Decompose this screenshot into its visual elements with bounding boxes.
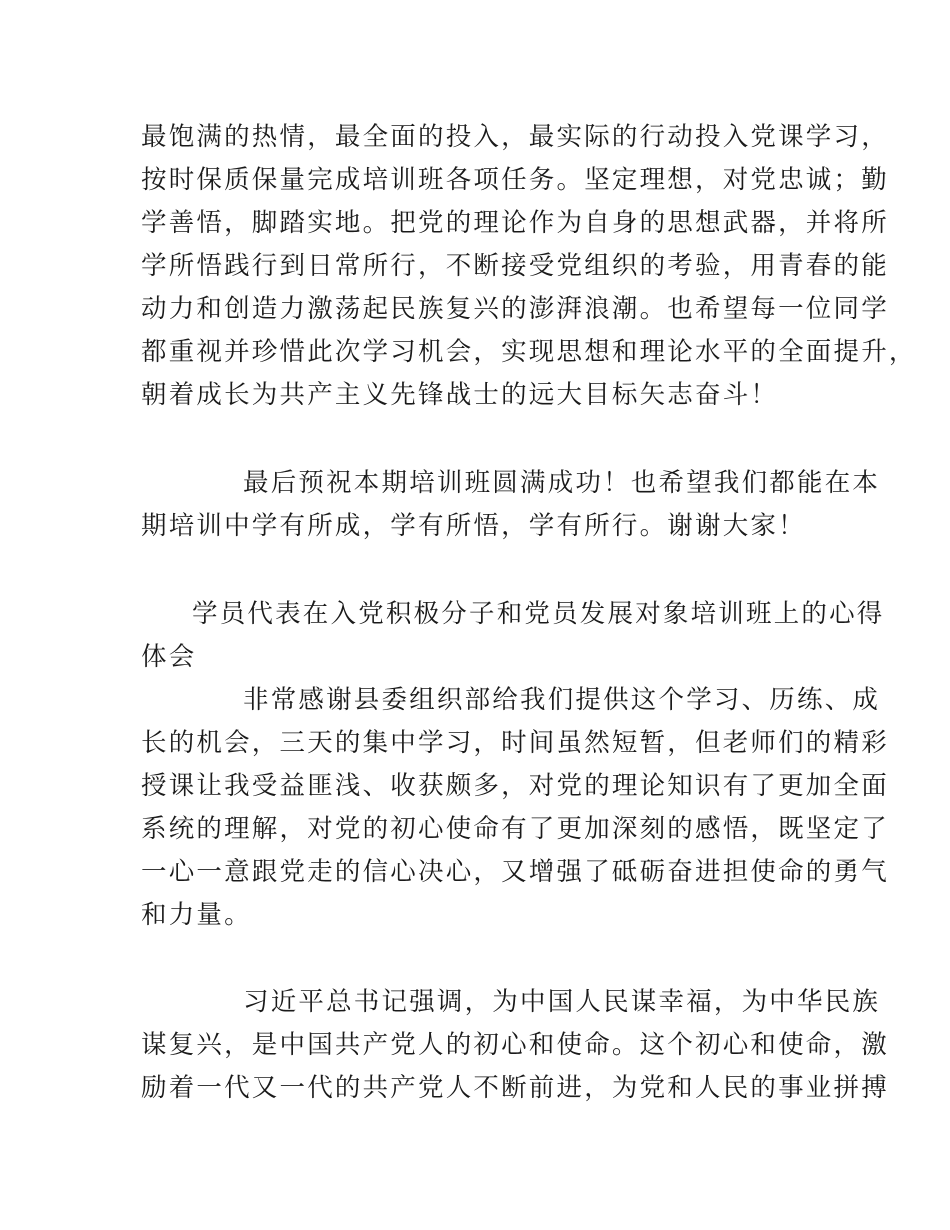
text-line: 学所悟践行到日常所行，不断接受党组织的考验，用青春的能: [141, 251, 889, 281]
text-line: 长的机会，三天的集中学习，时间虽然短暂，但老师们的精彩: [141, 728, 889, 758]
text-line: 动力和创造力激荡起民族复兴的澎湃浪潮。也希望每一位同学: [141, 294, 889, 324]
text-line: 一心一意跟党走的信心决心，又增强了砥砺奋进担使命的勇气: [141, 857, 889, 887]
text-line: 都重视并珍惜此次学习机会，实现思想和理论水平的全面提升，: [141, 337, 917, 367]
text-line: 学员代表在入党积极分子和党员发展对象培训班上的心得: [192, 599, 885, 629]
text-line: 授课让我受益匪浅、收获颇多，对党的理论知识有了更加全面: [141, 771, 889, 801]
text-line: 体会: [141, 642, 197, 672]
text-line: 按时保质保量完成培训班各项任务。坚定理想，对党忠诚；勤: [141, 165, 889, 195]
text-line: 期培训中学有所成，学有所悟，学有所行。谢谢大家！: [141, 511, 806, 541]
text-line: 和力量。: [141, 900, 252, 930]
text-line: 系统的理解，对党的初心使命有了更加深刻的感悟，既坚定了: [141, 814, 889, 844]
text-line: 学善悟，脚踏实地。把党的理论作为自身的思想武器，并将所: [141, 208, 889, 238]
text-line: 谋复兴，是中国共产党人的初心和使命。这个初心和使命，激: [141, 1030, 889, 1060]
text-line: 最后预祝本期培训班圆满成功！也希望我们都能在本: [243, 468, 881, 498]
text-line: 最饱满的热情，最全面的投入，最实际的行动投入党课学习，: [141, 122, 889, 152]
text-line: 非常感谢县委组织部给我们提供这个学习、历练、成: [243, 685, 881, 715]
text-line: 习近平总书记强调，为中国人民谋幸福，为中华民族: [243, 987, 881, 1017]
text-line: 励着一代又一代的共产党人不断前进，为党和人民的事业拼搏: [141, 1073, 889, 1103]
text-line: 朝着成长为共产主义先锋战士的远大目标矢志奋斗！: [141, 380, 779, 410]
